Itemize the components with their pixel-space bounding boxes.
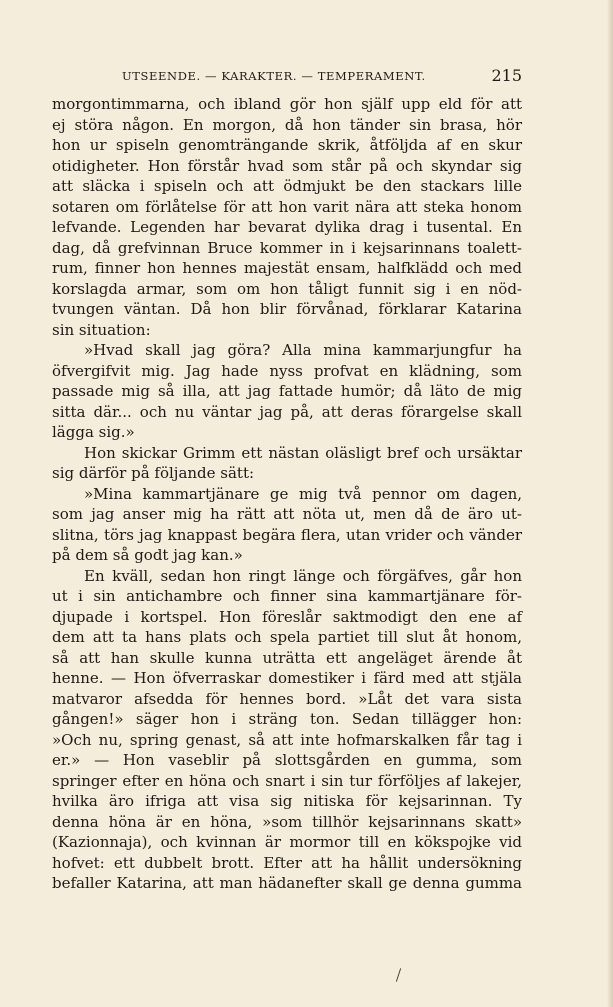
page-number: 215: [491, 66, 522, 85]
text-line: »Hvad skall jag göra? Alla mina kammarjungfur ha: [84, 341, 522, 359]
text-line: (Kazionnaja), och kvinnan är mormor till en kökspojke vid: [52, 833, 522, 851]
text-line: gången!» säger hon i sträng ton. Sedan tillägger hon:: [52, 710, 522, 728]
text-line: hvilka äro ifriga att visa sig nitiska för kejsarinnan. Ty: [52, 792, 522, 810]
text-line: korslagda armar, som om hon tåligt funnit sig i en nöd-: [52, 279, 522, 298]
text-line: lägga sig.»: [52, 423, 135, 441]
text-line: sotaren om förlåtelse för att hon varit nära att steka honom: [52, 197, 522, 216]
text-line: springer efter en höna och snart i sin tur förföljes af lakejer,: [52, 771, 522, 790]
text-line: henne. — Hon öfverraskar domestiker i färd med att stjäla: [52, 669, 522, 687]
text-line: sitta där... och nu väntar jag på, att deras förargelse skall: [52, 402, 522, 421]
text-line: otidigheter. Hon förstår hvad som står på och skyndar sig: [52, 156, 522, 175]
text-line: sin situation:: [52, 320, 151, 339]
text-line: på dem så godt jag kan.»: [52, 546, 243, 564]
text-line: er.» — Hon vaseblir på slottsgården en gumma, som: [52, 751, 522, 769]
text-line: passade mig så illa, att jag fattade humör; då läto de mig: [52, 382, 522, 400]
text-line: dag, då grefvinnan Bruce kommer in i kejsarinnans toalett-: [52, 238, 522, 257]
text-line: hofvet: ett dubbelt brott. Efter att ha hållit undersökning: [52, 853, 522, 872]
text-line: så att han skulle kunna uträtta ett angeläget ärende åt: [52, 648, 522, 667]
text-line: »Mina kammartjänare ge mig två pennor om dagen,: [84, 484, 522, 503]
text-line: djupade i kortspel. Hon föreslår saktmodigt den ene af: [52, 607, 522, 626]
text-line: dem att ta hans plats och spela partiet till slut åt honom,: [52, 628, 522, 646]
header-title: UTSEENDE. — KARAKTER. — TEMPERAMENT.: [122, 69, 426, 83]
text-line: befaller Katarina, att man hädanefter skall ge denna gumma: [52, 874, 522, 892]
body-text: [52, 94, 522, 894]
running-header: [52, 64, 522, 88]
text-line: som jag anser mig ha rätt att nöta ut, men då de äro ut-: [52, 505, 522, 523]
text-line: tvungen väntan. Då hon blir förvånad, förklarar Katarina: [52, 300, 522, 318]
text-line: ej störa någon. En morgon, då hon tänder sin brasa, hör: [52, 115, 522, 134]
text-line: att släcka i spiseln och att ödmjukt be den stackars lille: [52, 177, 522, 195]
text-line: morgontimmarna, och ibland gör hon själf upp eld för att: [52, 95, 522, 113]
text-line: rum, finner hon hennes majestät ensam, halfklädd och med: [52, 259, 522, 277]
text-line: Hon skickar Grimm ett nästan oläsligt bref och ursäktar: [84, 443, 522, 462]
text-line: sig därför på följande sätt:: [52, 464, 255, 482]
text-line: lefvande. Legenden har bevarat dylika drag i tusental. En: [52, 218, 522, 236]
text-line: öfvergifvit mig. Jag hade nyss profvat en klädning, som: [52, 361, 522, 380]
text-line: slitna, törs jag knappast begära flera, utan vrider och vänder: [52, 525, 522, 544]
text-line: matvaror afsedda för hennes bord. »Låt det vara sista: [52, 689, 522, 708]
text-line: »Och nu, spring genast, så att inte hofmarskalken får tag i: [52, 730, 522, 749]
text-line: En kväll, sedan hon ringt länge och förgäfves, går hon: [84, 566, 522, 585]
text-line: hon ur spiseln genomträngande skrik, åtföljda af en skur: [52, 136, 522, 154]
stray-pencil-mark: [396, 968, 401, 982]
text-line: ut i sin antichambre och finner sina kammartjänare för-: [52, 587, 522, 605]
text-line: denna höna är en höna, »som tillhör kejsarinnans skatt»: [52, 812, 522, 831]
